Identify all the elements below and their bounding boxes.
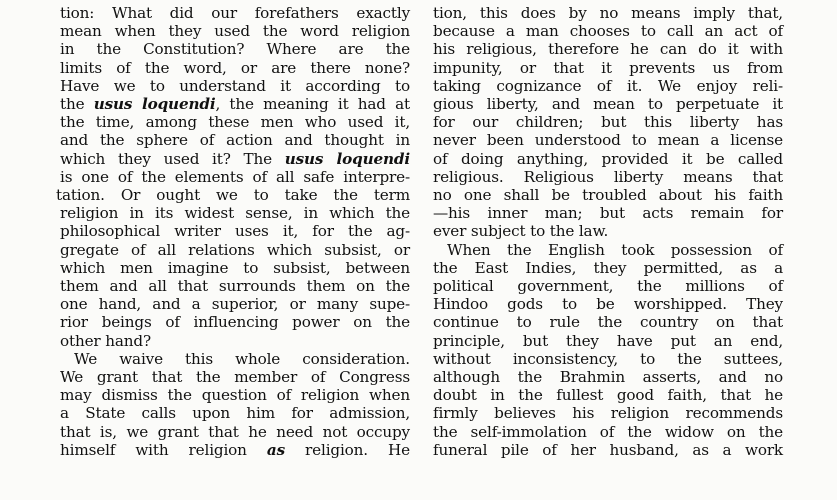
text-line: funeral pile of her husband, as a work xyxy=(433,440,783,459)
text-line: is one of the elements of all safe interpre- xyxy=(60,167,410,186)
text-line: political government, the millions of xyxy=(433,277,783,296)
text-line: his religious, therefore he can do it with xyxy=(433,40,783,59)
text-line: and the sphere of action and thought in xyxy=(60,131,410,150)
text-line: no one shall be troubled about his faith xyxy=(433,186,783,205)
text-line: continue to rule the country on that xyxy=(433,313,783,332)
text-line: which men imagine to subsist, between xyxy=(60,258,410,277)
text-line: them and all that surrounds them on the xyxy=(60,277,410,296)
text-line: doubt in the fullest good faith, that he xyxy=(433,386,783,405)
italic-phrase: usus loquendi xyxy=(93,95,216,114)
text-line: firmly believes his religion recommends xyxy=(433,404,783,423)
text-line: tion: What did our forefathers exactly xyxy=(60,4,410,22)
text-line: although the Brahmin asserts, and no xyxy=(433,368,783,387)
text-line: gious liberty, and mean to perpetuate it xyxy=(433,95,783,114)
text-line: because a man chooses to call an act of xyxy=(433,22,783,41)
text-line: Hindoo gods to be worshipped. They xyxy=(433,295,783,314)
text-line: of doing anything, provided it be called xyxy=(433,149,783,168)
right-column xyxy=(433,4,783,459)
text-line: which they used it? The usus loquendi xyxy=(60,149,410,168)
text-line: religious. Religious liberty means that xyxy=(433,167,783,186)
text-line: rior beings of influencing power on the xyxy=(60,313,410,332)
left-column xyxy=(56,4,410,459)
text-line: limits of the word, or are there none? xyxy=(60,58,410,77)
text-line: Have we to understand it according to xyxy=(60,76,410,95)
text-line: taking cognizance of it. We enjoy reli- xyxy=(433,76,783,95)
text-line: may dismiss the question of religion when xyxy=(60,386,410,405)
text-line: We grant that the member of Congress xyxy=(60,368,410,387)
text-line: for our children; but this liberty has xyxy=(433,113,783,132)
text-line: the East Indies, they permitted, as a xyxy=(433,258,783,277)
italic-phrase: as xyxy=(266,440,285,459)
text-line: one hand, and a superior, or many supe- xyxy=(60,295,410,314)
text-line: When the English took possession of xyxy=(447,240,783,259)
text-line: philosophical writer uses it, for the ag- xyxy=(60,222,410,241)
text-line: the usus loquendi, the meaning it had at xyxy=(60,95,410,114)
text-line: the time, among these men who used it, xyxy=(60,113,410,132)
text-line: the self-immolation of the widow on the xyxy=(433,422,783,441)
text-line: other hand? xyxy=(60,331,151,350)
text-line: in the Constitution? Where are the xyxy=(60,40,410,59)
text-line: We waive this whole consideration. xyxy=(74,349,410,368)
text-line: principle, but they have put an end, xyxy=(433,331,783,350)
text-line: impunity, or that it prevents us from xyxy=(433,58,783,77)
text-line: tation. Or ought we to take the term xyxy=(56,186,410,205)
text-line: gregate of all relations which subsist, or xyxy=(60,240,410,259)
text-line: that is, we grant that he need not occupy xyxy=(60,422,410,441)
text-line: never been understood to mean a license xyxy=(433,131,783,150)
text-line: a State calls upon him for admission, xyxy=(60,404,410,423)
italic-phrase: usus loquendi xyxy=(284,149,410,168)
text-line: without inconsistency, to the suttees, xyxy=(433,349,783,368)
text-line: —his inner man; but acts remain for xyxy=(433,204,783,223)
text-line: himself with religion as religion. He xyxy=(60,440,410,459)
text-line: tion, this does by no means imply that, xyxy=(433,4,783,22)
text-line: religion in its widest sense, in which the xyxy=(60,204,410,223)
text-line: ever subject to the law. xyxy=(433,222,609,241)
text-line: mean when they used the word religion xyxy=(60,22,410,41)
